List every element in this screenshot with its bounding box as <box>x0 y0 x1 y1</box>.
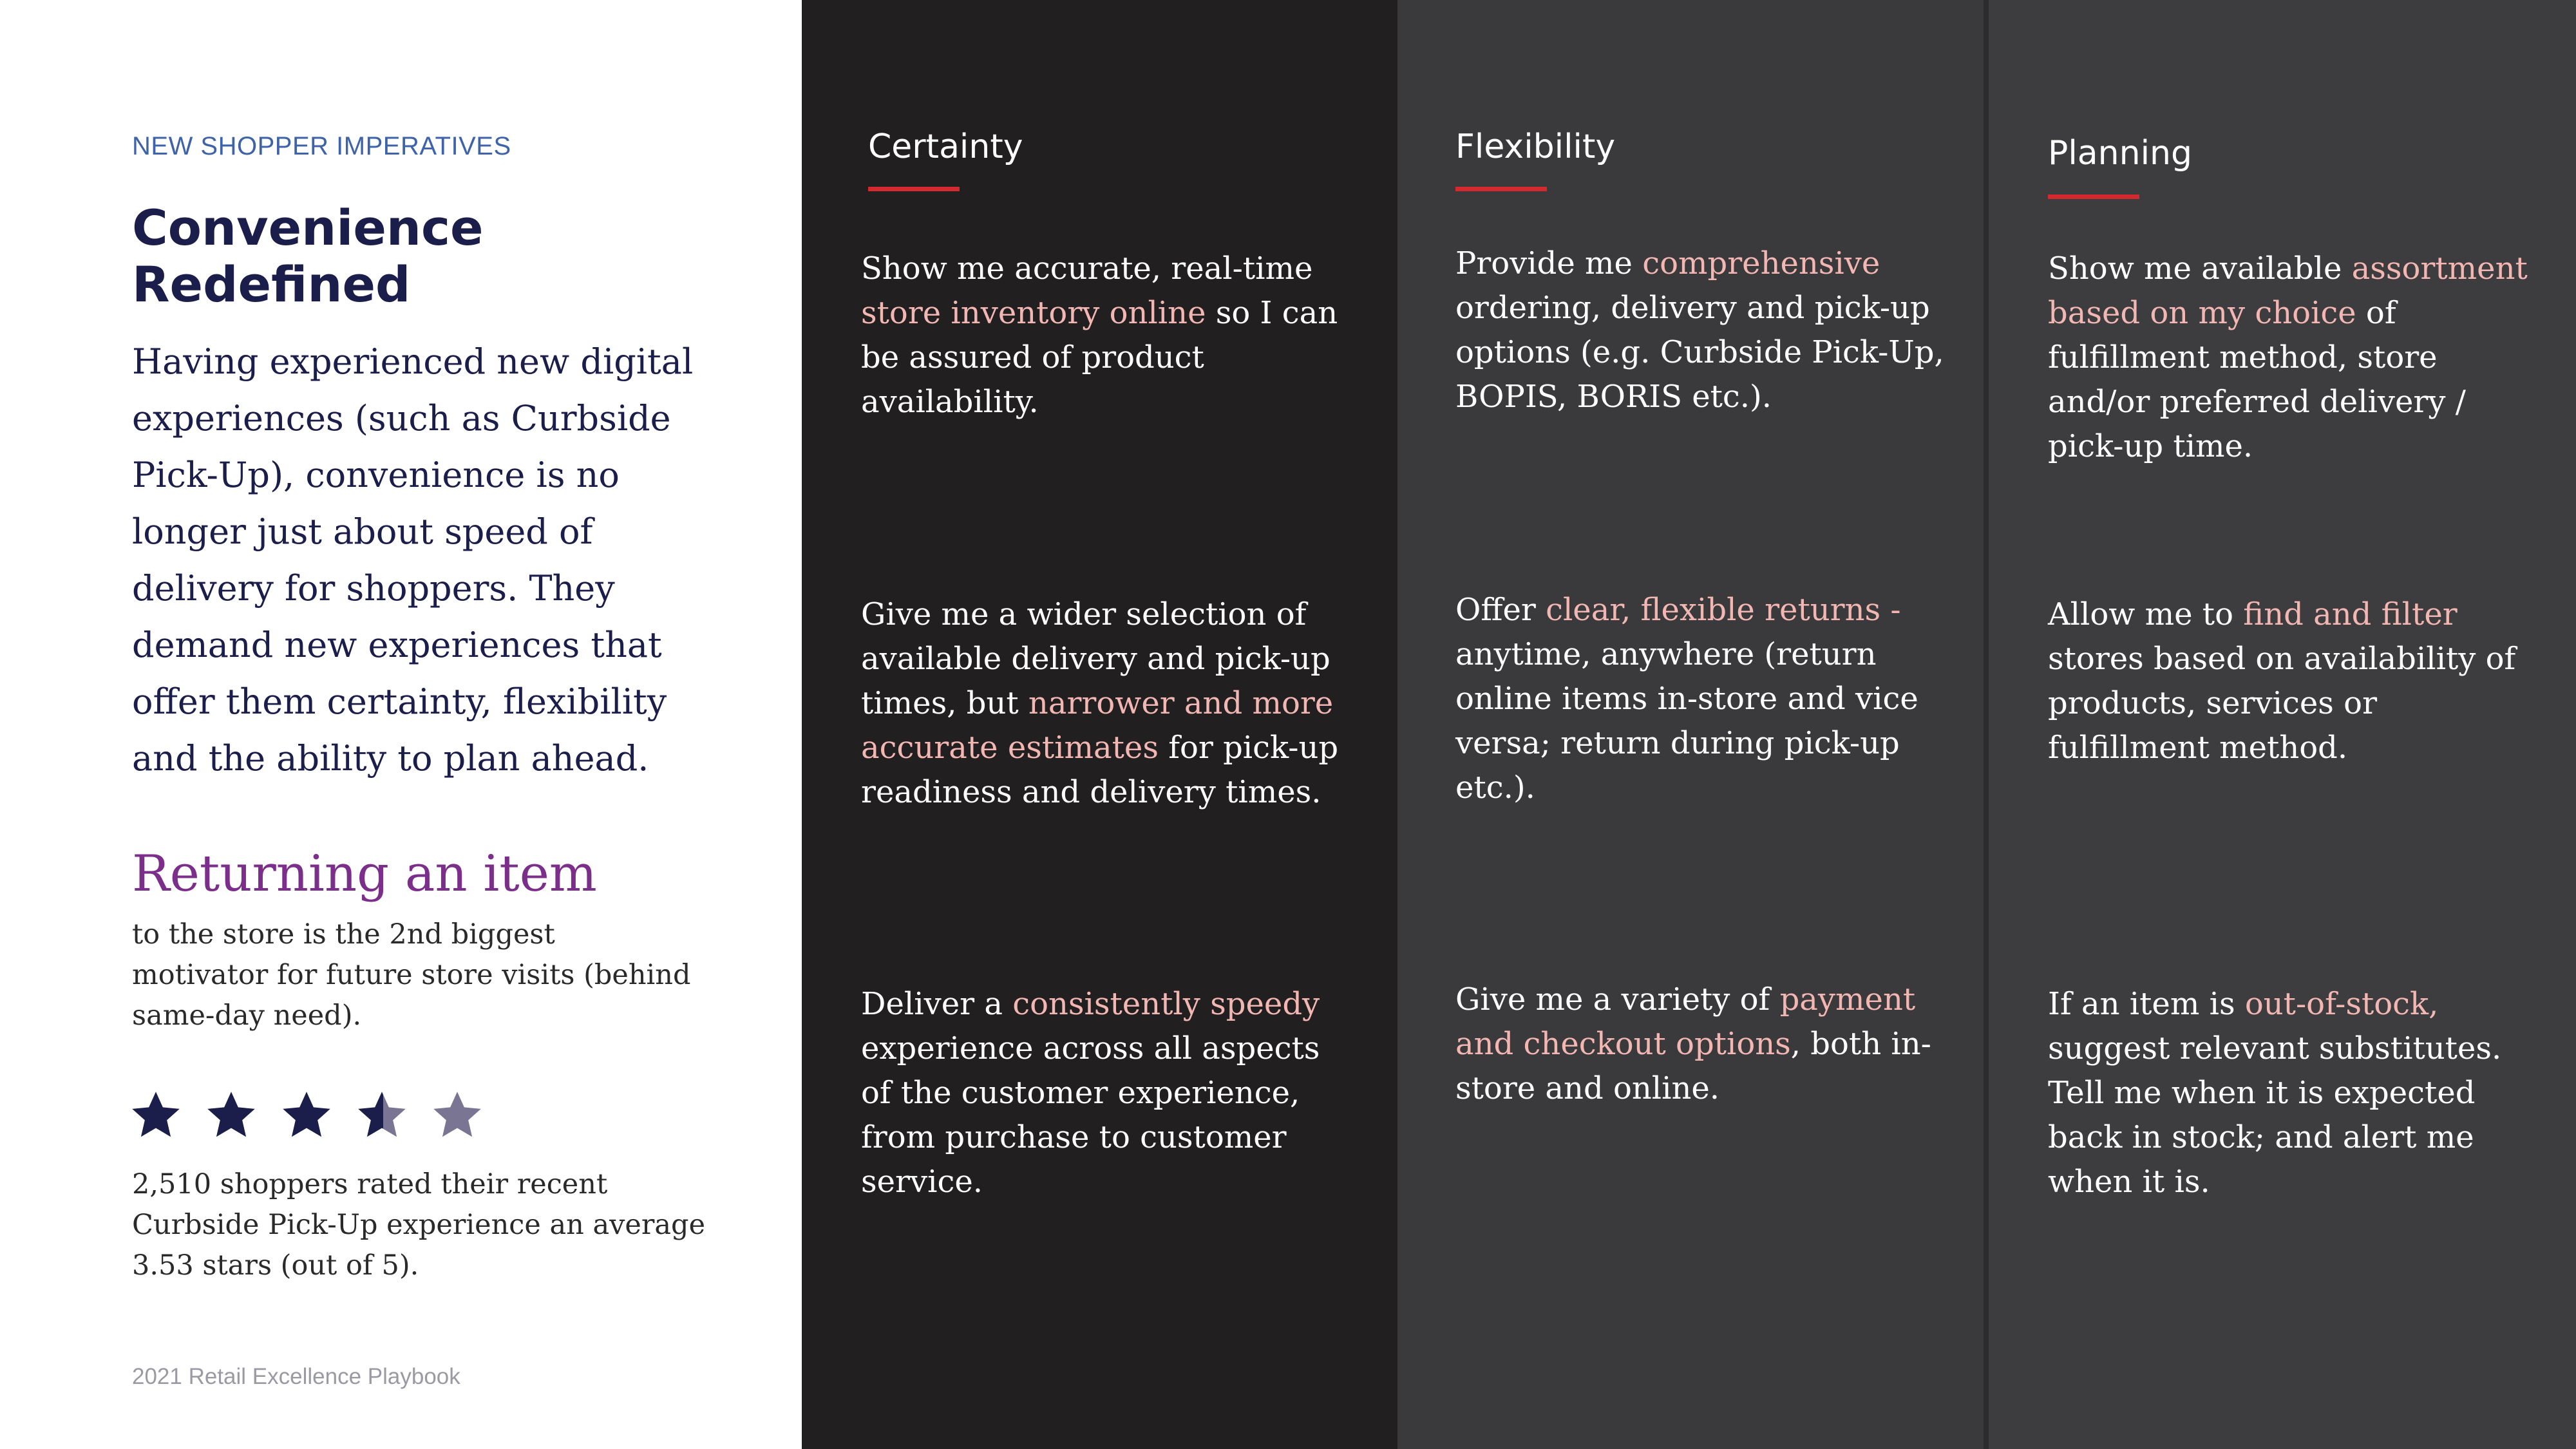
column-heading: Certainty <box>868 128 1023 166</box>
statement: Deliver a consistently speedy experience across all aspects of the customer experience, from purchase to customer service. <box>861 986 1320 1200</box>
star-icon <box>204 1088 258 1142</box>
statement: Give me a wider selection of available delivery and pick-up times, but narrower and more accurate estimates for pick-up readiness and delivery times. <box>861 596 1339 810</box>
column-heading: Planning <box>2048 134 2192 173</box>
statement: Provide me comprehensive ordering, delivery and pick-up options (e.g. Curbside Pick-Up, BOPIS, BORIS etc.). <box>1455 245 1944 415</box>
intro-paragraph: Having experienced new digital experiences (such as Curbside Pick-Up), convenience is no longer just about speed of delivery for shoppers. They demand new experiences that offer them certainty, flexibility and the ability to plan ahead. <box>132 341 694 779</box>
star-icon <box>430 1088 484 1142</box>
statement: If an item is out-of-stock, suggest relevant substitutes. Tell me when it is expected back in stock; and alert me when it is. <box>2048 986 2502 1200</box>
heading-underline <box>1455 187 1547 191</box>
star-rating <box>129 1088 484 1142</box>
returning-body: to the store is the 2nd biggest motivator for future store visits (behind same-day need). <box>132 918 691 1032</box>
statement: Offer clear, flexible returns - anytime, anywhere (return online items in-store and vice versa; return during pick-up etc.). <box>1455 592 1918 806</box>
page-title: Convenience Redefined <box>132 199 484 313</box>
rating-caption: 2,510 shoppers rated their recent Curbside Pick-Up experience an average 3.53 stars (out of 5). <box>132 1168 706 1282</box>
heading-underline <box>868 187 960 191</box>
star-icon <box>279 1088 334 1142</box>
column-divider <box>1984 0 1989 1449</box>
footer-source: 2021 Retail Excellence Playbook <box>132 1364 460 1389</box>
heading-underline <box>2048 194 2139 199</box>
section-kicker: NEW SHOPPER IMPERATIVES <box>132 132 511 160</box>
star-icon <box>129 1088 183 1142</box>
statement: Allow me to find and filter stores based on availability of products, services or fulfillment method. <box>2048 596 2516 766</box>
returning-heading: Returning an item <box>132 845 597 903</box>
statement: Show me accurate, real-time store inventory online so I can be assured of product availability. <box>861 251 1338 420</box>
left-panel <box>0 0 802 1449</box>
star-icon <box>355 1088 409 1142</box>
statement: Show me available assortment based on my choice of fulfillment method, store and/or preferred delivery / pick-up time. <box>2048 251 2528 464</box>
column-heading: Flexibility <box>1455 128 1616 166</box>
statement: Give me a variety of payment and checkout options, both in-store and online. <box>1455 981 1931 1106</box>
